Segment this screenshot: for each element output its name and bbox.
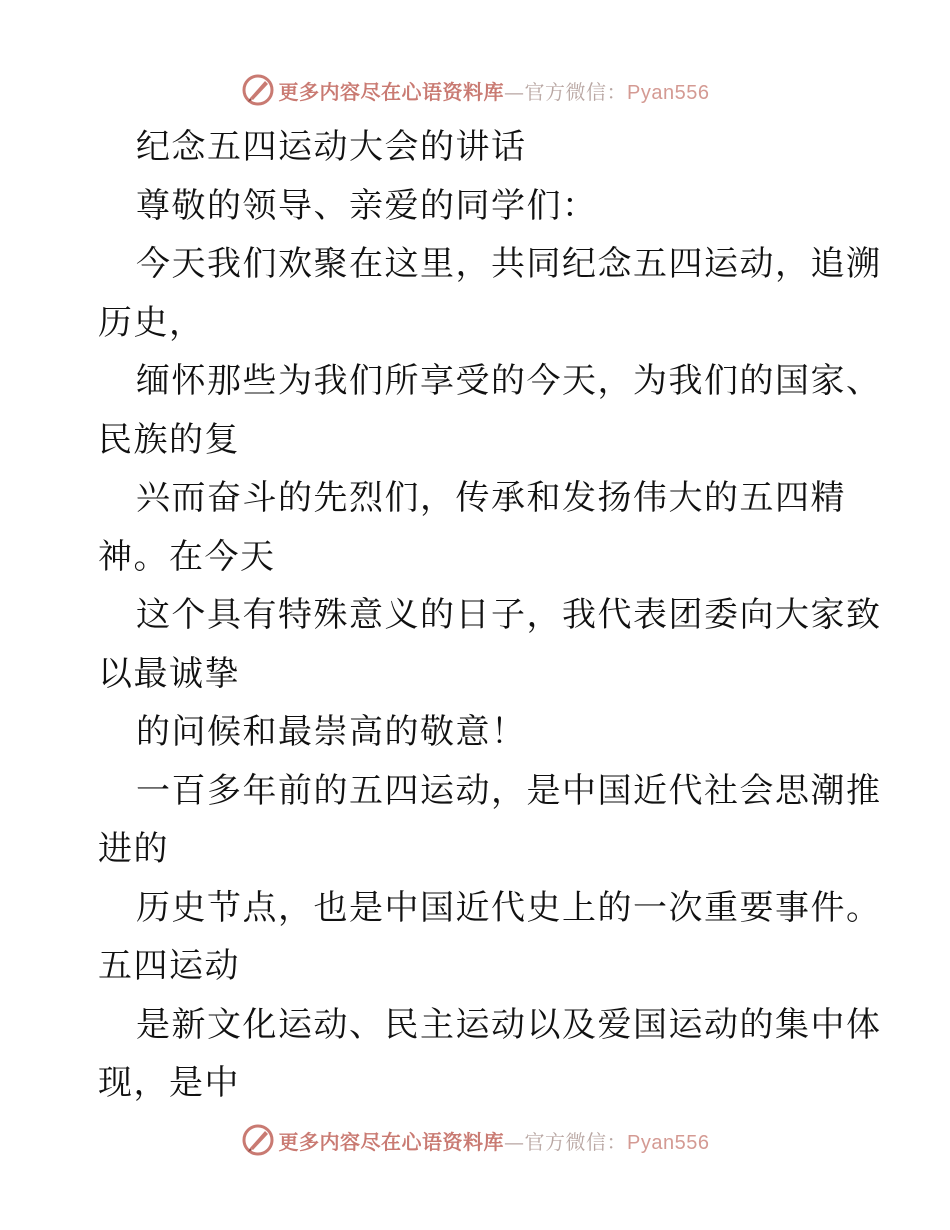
watermark-id-text: Pyan556 [627,1131,710,1154]
text-line: 是新文化运动、民主运动以及爱国运动的集中体 [136,1004,882,1045]
watermark-main-text: 更多内容尽在心语资料库 [278,1129,505,1154]
footer-watermark-banner [0,1122,950,1158]
text-line: 兴而奋斗的先烈们，传承和发扬伟大的五四精 [136,478,846,518]
text-line: 五四运动 [98,946,240,986]
header-watermark-banner [0,72,950,108]
footer-watermark-text [279,1126,710,1155]
text-line: 缅怀那些为我们所享受的今天，为我们的国家、 [136,361,882,401]
text-line: 神。在今天 [98,536,276,577]
watermark-dash: — [504,1129,525,1154]
text-line: 一百多年前的五四运动，是中国近代社会思潮推 [136,770,882,811]
quill-pen-icon [241,1123,275,1157]
text-line: 历史节点，也是中国近代史上的一次重要事件。 [136,887,882,928]
watermark-sub-text: 官方微信： [524,79,628,104]
watermark-id-text: Pyan556 [627,81,710,104]
watermark-sub-text: 官方微信： [524,1129,628,1154]
text-line: 进的 [98,829,169,869]
text-line: 民族的复 [98,419,240,460]
quill-pen-icon [241,73,275,107]
text-line: 今天我们欢聚在这里，共同纪念五四运动，追溯 [136,244,882,284]
document-title: 纪念五四运动大会的讲话 [136,127,527,167]
text-line: 现，是中 [98,1063,240,1103]
watermark-main-text: 更多内容尽在心语资料库 [278,79,505,104]
salutation-line: 尊敬的领导、亲爱的同学们： [136,185,598,226]
text-line: 这个具有特殊意义的日子，我代表团委向大家致 [136,595,882,635]
watermark-dash: — [504,79,525,104]
text-line: 的问候和最崇高的敬意！ [136,712,527,752]
document-body [98,118,882,1113]
text-line: 历史， [98,302,205,343]
text-line: 以最诚挚 [98,653,240,694]
header-watermark-text [279,76,710,105]
